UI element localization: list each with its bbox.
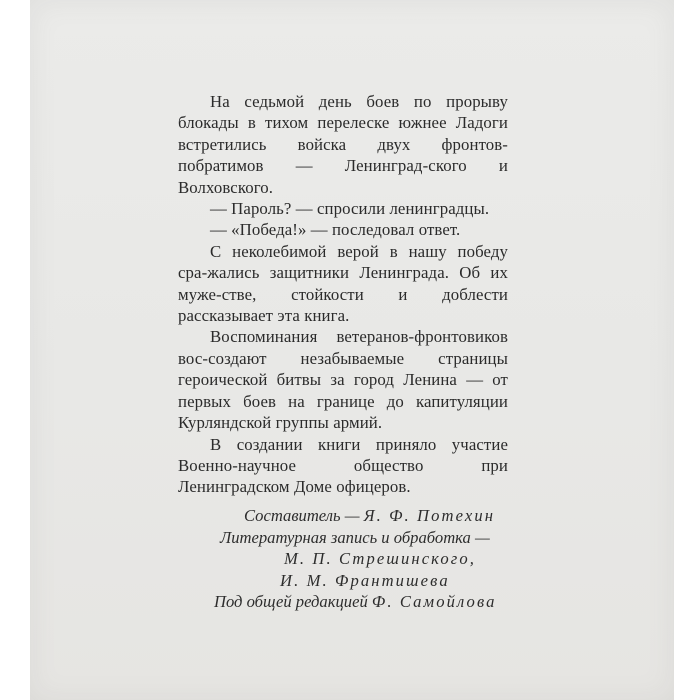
text-line: жались защитники Ленинграда. Об их муже- (178, 263, 508, 304)
text-line: границе до капитуляции Курляндской группы (178, 391, 508, 433)
text-line: офицеров. (336, 477, 411, 497)
text-line: войска двух фронтов-побратимов — Ленинград- (178, 134, 508, 176)
annotation-text (178, 91, 508, 498)
text-line: научное общество при Ленинградском Доме (178, 455, 508, 497)
text-line: ского и Волховского. (178, 156, 508, 197)
text-line: стве, стойкости и доблести рассказывает эта (178, 284, 508, 326)
editor-line-2 (200, 570, 560, 592)
text-line: В создании книги приняло участие Военно- (178, 434, 508, 475)
general-editor-label: Под общей редакцией (214, 592, 368, 611)
compiler-label: Составитель — (244, 506, 360, 525)
editor-line-1 (200, 548, 560, 570)
credits-block (200, 505, 560, 613)
text-line: битвы за город Ленина — от первых боев на (178, 370, 508, 411)
text-line: создают незабываемые страницы героической (178, 348, 508, 390)
general-editor-name: Ф. Самойлова (371, 592, 497, 611)
compiler-name: Я. Ф. Потехин (363, 506, 496, 525)
paragraph-answer: — «Победа!» — последовал ответ. (210, 220, 461, 240)
text-line: книга. (304, 306, 350, 326)
text-line: Воспоминания ветеранов-фронтовиков вос- (178, 327, 508, 368)
paragraph-society (178, 434, 508, 498)
paragraph-memoirs (178, 326, 508, 433)
paragraph-defenders (178, 241, 508, 327)
editor-name-1: М. П. Стрешинского, (284, 549, 477, 568)
compiler-line (200, 505, 560, 527)
editor-name-2: И. М. Франтишева (280, 570, 450, 590)
text-line: в тихом перелеске южнее Ладоги встретились (178, 113, 508, 154)
text-line: армий. (333, 413, 383, 433)
general-editor-line (200, 591, 560, 613)
text-line: На седьмой день боев по прорыву блокады (178, 92, 508, 133)
literary-line (200, 527, 560, 549)
paragraph-password: — Пароль? — спросили ленинградцы. (210, 199, 490, 219)
text-line: С неколебимой верой в нашу победу сра- (178, 241, 508, 283)
paragraph-intro (178, 91, 508, 198)
literary-label: Литературная запись и обработка — (220, 527, 490, 547)
